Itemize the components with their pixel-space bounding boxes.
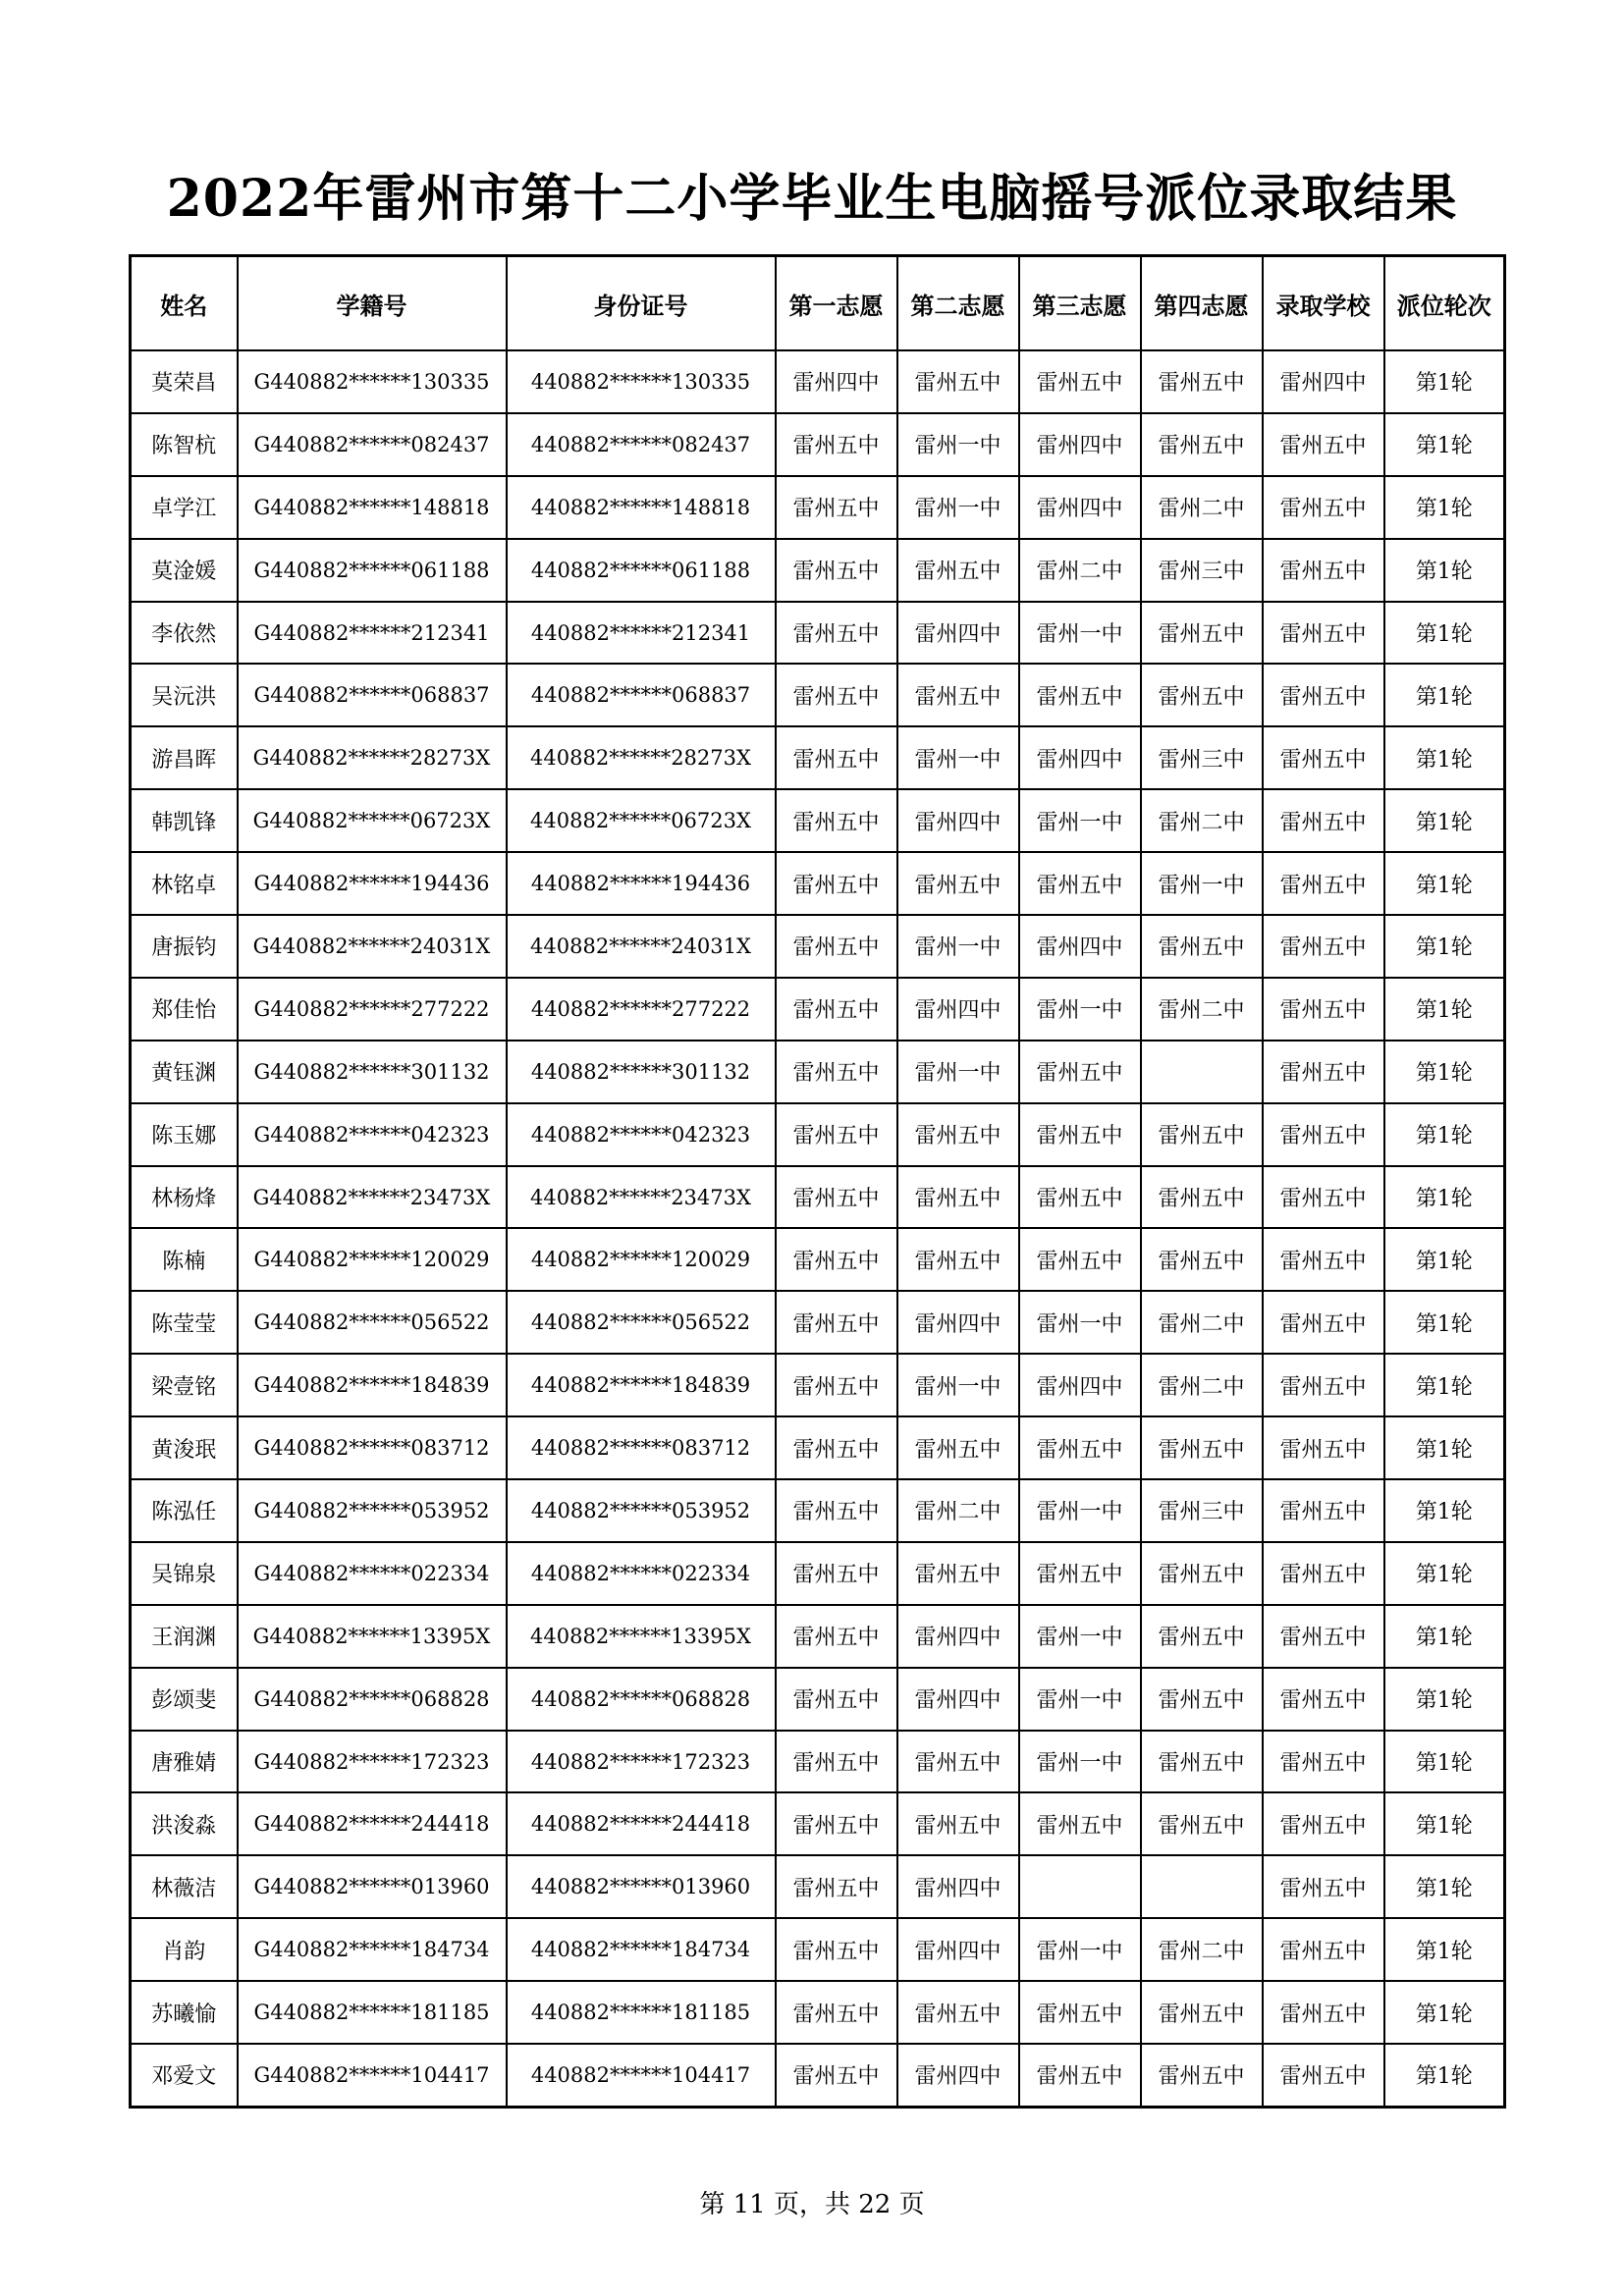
cell-choice-2: 雷州五中 [897,1166,1019,1229]
cell-choice-4 [1141,1855,1263,1918]
cell-round: 第1轮 [1384,1103,1505,1166]
cell-name: 游昌晖 [131,726,238,789]
cell-choice-3: 雷州一中 [1019,1731,1141,1793]
cell-name: 卓学江 [131,476,238,539]
cell-round: 第1轮 [1384,1479,1505,1542]
cell-choice-2: 雷州四中 [897,1918,1019,1981]
cell-round: 第1轮 [1384,1041,1505,1103]
cell-student-id: G440882******28273X [238,726,507,789]
cell-name: 韩凯锋 [131,789,238,852]
cell-choice-4: 雷州三中 [1141,1479,1263,1542]
cell-choice-3: 雷州二中 [1019,539,1141,602]
cell-choice-2: 雷州四中 [897,978,1019,1041]
cell-admitted-school: 雷州五中 [1263,1731,1384,1793]
cell-name: 郑佳怡 [131,978,238,1041]
cell-choice-1: 雷州五中 [776,1918,897,1981]
cell-student-id: G440882******06723X [238,789,507,852]
cell-choice-3: 雷州一中 [1019,602,1141,665]
cell-choice-3: 雷州五中 [1019,350,1141,413]
cell-choice-2: 雷州一中 [897,476,1019,539]
cell-round: 第1轮 [1384,664,1505,726]
cell-name: 陈莹莹 [131,1291,238,1354]
cell-choice-1: 雷州五中 [776,1542,897,1605]
cell-id-card: 440882******172323 [507,1731,776,1793]
cell-choice-2: 雷州五中 [897,1542,1019,1605]
table-row [131,1103,1505,1166]
header-choice-2: 第二志愿 [897,256,1019,351]
cell-student-id: G440882******104417 [238,2044,507,2107]
cell-round: 第1轮 [1384,1855,1505,1918]
cell-choice-4: 雷州五中 [1141,602,1263,665]
cell-round: 第1轮 [1384,726,1505,789]
cell-name: 彭颂斐 [131,1668,238,1731]
cell-round: 第1轮 [1384,1354,1505,1416]
cell-name: 林杨烽 [131,1166,238,1229]
cell-id-card: 440882******022334 [507,1542,776,1605]
cell-student-id: G440882******184734 [238,1918,507,1981]
cell-student-id: G440882******056522 [238,1291,507,1354]
cell-choice-4: 雷州五中 [1141,1605,1263,1668]
cell-choice-1: 雷州五中 [776,1103,897,1166]
cell-name: 苏曦愉 [131,1981,238,2044]
header-choice-4: 第四志愿 [1141,256,1263,351]
cell-choice-1: 雷州五中 [776,1731,897,1793]
cell-admitted-school: 雷州五中 [1263,1918,1384,1981]
cell-choice-3: 雷州五中 [1019,1792,1141,1855]
cell-choice-3: 雷州一中 [1019,789,1141,852]
cell-choice-3: 雷州一中 [1019,1479,1141,1542]
cell-id-card: 440882******104417 [507,2044,776,2107]
cell-choice-2: 雷州五中 [897,539,1019,602]
cell-student-id: G440882******277222 [238,978,507,1041]
cell-choice-2: 雷州一中 [897,1041,1019,1103]
cell-round: 第1轮 [1384,350,1505,413]
cell-choice-1: 雷州五中 [776,1416,897,1479]
table-row [131,978,1505,1041]
cell-id-card: 440882******148818 [507,476,776,539]
header-choice-1: 第一志愿 [776,256,897,351]
cell-student-id: G440882******068837 [238,664,507,726]
cell-admitted-school: 雷州五中 [1263,915,1384,978]
cell-student-id: G440882******120029 [238,1228,507,1291]
cell-choice-1: 雷州五中 [776,1166,897,1229]
cell-choice-3: 雷州一中 [1019,1918,1141,1981]
cell-student-id: G440882******244418 [238,1792,507,1855]
cell-choice-3: 雷州四中 [1019,476,1141,539]
cell-admitted-school: 雷州五中 [1263,1354,1384,1416]
cell-id-card: 440882******194436 [507,852,776,915]
table-row [131,1855,1505,1918]
cell-round: 第1轮 [1384,1731,1505,1793]
cell-id-card: 440882******120029 [507,1228,776,1291]
cell-round: 第1轮 [1384,1228,1505,1291]
cell-choice-2: 雷州五中 [897,852,1019,915]
cell-choice-2: 雷州五中 [897,1792,1019,1855]
cell-choice-2: 雷州二中 [897,1479,1019,1542]
cell-choice-4: 雷州五中 [1141,1103,1263,1166]
cell-choice-1: 雷州五中 [776,1605,897,1668]
cell-choice-1: 雷州五中 [776,476,897,539]
cell-admitted-school: 雷州五中 [1263,1416,1384,1479]
table-row [131,1668,1505,1731]
cell-round: 第1轮 [1384,602,1505,665]
cell-choice-2: 雷州一中 [897,726,1019,789]
cell-choice-2: 雷州五中 [897,1731,1019,1793]
table-row [131,789,1505,852]
cell-id-card: 440882******068828 [507,1668,776,1731]
cell-choice-3: 雷州五中 [1019,1416,1141,1479]
cell-choice-3: 雷州五中 [1019,1041,1141,1103]
cell-admitted-school: 雷州五中 [1263,1855,1384,1918]
cell-choice-2: 雷州四中 [897,2044,1019,2107]
cell-student-id: G440882******13395X [238,1605,507,1668]
table-row [131,852,1505,915]
cell-round: 第1轮 [1384,1918,1505,1981]
header-round: 派位轮次 [1384,256,1505,351]
table-row [131,1542,1505,1605]
cell-choice-2: 雷州一中 [897,915,1019,978]
cell-student-id: G440882******022334 [238,1542,507,1605]
cell-choice-1: 雷州五中 [776,2044,897,2107]
cell-name: 莫荣昌 [131,350,238,413]
cell-choice-3: 雷州五中 [1019,1542,1141,1605]
cell-admitted-school: 雷州五中 [1263,726,1384,789]
cell-choice-4: 雷州五中 [1141,664,1263,726]
cell-student-id: G440882******212341 [238,602,507,665]
cell-choice-2: 雷州五中 [897,664,1019,726]
table-row [131,1354,1505,1416]
cell-name: 陈智杭 [131,413,238,476]
cell-student-id: G440882******130335 [238,350,507,413]
cell-admitted-school: 雷州五中 [1263,1479,1384,1542]
table-row [131,539,1505,602]
cell-choice-2: 雷州五中 [897,350,1019,413]
cell-choice-4: 雷州五中 [1141,1166,1263,1229]
cell-choice-4: 雷州五中 [1141,1981,1263,2044]
cell-choice-1: 雷州五中 [776,789,897,852]
cell-choice-2: 雷州一中 [897,413,1019,476]
cell-choice-4: 雷州二中 [1141,789,1263,852]
cell-choice-2: 雷州五中 [897,1981,1019,2044]
cell-id-card: 440882******301132 [507,1041,776,1103]
table-row [131,350,1505,413]
cell-admitted-school: 雷州五中 [1263,476,1384,539]
table-row [131,476,1505,539]
table-row [131,1918,1505,1981]
table-header-row [131,256,1505,351]
table-row [131,1479,1505,1542]
cell-choice-4: 雷州五中 [1141,1542,1263,1605]
cell-choice-2: 雷州四中 [897,1668,1019,1731]
cell-choice-4: 雷州五中 [1141,1416,1263,1479]
cell-choice-1: 雷州五中 [776,1479,897,1542]
cell-choice-4: 雷州五中 [1141,915,1263,978]
table-row [131,1605,1505,1668]
cell-choice-3: 雷州五中 [1019,852,1141,915]
table-row [131,2044,1505,2107]
table-row [131,413,1505,476]
cell-name: 林薇洁 [131,1855,238,1918]
table-row [131,664,1505,726]
cell-admitted-school: 雷州五中 [1263,978,1384,1041]
cell-choice-4: 雷州一中 [1141,852,1263,915]
cell-name: 吴锦泉 [131,1542,238,1605]
cell-id-card: 440882******06723X [507,789,776,852]
table-row [131,1041,1505,1103]
cell-choice-1: 雷州五中 [776,1291,897,1354]
cell-id-card: 440882******068837 [507,664,776,726]
cell-choice-4: 雷州五中 [1141,1668,1263,1731]
cell-student-id: G440882******24031X [238,915,507,978]
cell-choice-2: 雷州五中 [897,1228,1019,1291]
cell-choice-4: 雷州五中 [1141,1731,1263,1793]
cell-id-card: 440882******28273X [507,726,776,789]
cell-round: 第1轮 [1384,789,1505,852]
cell-name: 唐振钧 [131,915,238,978]
results-table [129,254,1506,2109]
cell-admitted-school: 雷州五中 [1263,1291,1384,1354]
cell-name: 邓爱文 [131,2044,238,2107]
cell-admitted-school: 雷州五中 [1263,789,1384,852]
cell-choice-3: 雷州五中 [1019,1981,1141,2044]
cell-round: 第1轮 [1384,1291,1505,1354]
cell-admitted-school: 雷州五中 [1263,539,1384,602]
cell-choice-4: 雷州二中 [1141,978,1263,1041]
cell-choice-3: 雷州四中 [1019,413,1141,476]
cell-round: 第1轮 [1384,915,1505,978]
cell-id-card: 440882******212341 [507,602,776,665]
cell-round: 第1轮 [1384,978,1505,1041]
cell-name: 唐雅婧 [131,1731,238,1793]
cell-choice-4: 雷州二中 [1141,1918,1263,1981]
cell-name: 洪浚淼 [131,1792,238,1855]
cell-round: 第1轮 [1384,476,1505,539]
cell-name: 陈玉娜 [131,1103,238,1166]
cell-name: 陈泓任 [131,1479,238,1542]
cell-admitted-school: 雷州五中 [1263,1792,1384,1855]
cell-choice-4: 雷州五中 [1141,1228,1263,1291]
cell-id-card: 440882******053952 [507,1479,776,1542]
cell-id-card: 440882******184734 [507,1918,776,1981]
cell-name: 李依然 [131,602,238,665]
cell-id-card: 440882******056522 [507,1291,776,1354]
cell-choice-1: 雷州五中 [776,978,897,1041]
cell-round: 第1轮 [1384,539,1505,602]
cell-choice-1: 雷州五中 [776,1668,897,1731]
cell-choice-3: 雷州五中 [1019,1166,1141,1229]
cell-choice-4: 雷州二中 [1141,1354,1263,1416]
cell-round: 第1轮 [1384,1166,1505,1229]
cell-choice-3: 雷州五中 [1019,1228,1141,1291]
cell-id-card: 440882******083712 [507,1416,776,1479]
table-body [131,350,1505,2107]
cell-admitted-school: 雷州五中 [1263,1041,1384,1103]
cell-choice-1: 雷州五中 [776,726,897,789]
cell-choice-1: 雷州五中 [776,413,897,476]
cell-admitted-school: 雷州五中 [1263,852,1384,915]
cell-id-card: 440882******013960 [507,1855,776,1918]
cell-round: 第1轮 [1384,852,1505,915]
cell-choice-2: 雷州五中 [897,1416,1019,1479]
cell-student-id: G440882******194436 [238,852,507,915]
table-row [131,1291,1505,1354]
header-choice-3: 第三志愿 [1019,256,1141,351]
cell-admitted-school: 雷州四中 [1263,350,1384,413]
page-title: 2022年雷州市第十二小学毕业生电脑摇号派位录取结果 [166,169,1458,229]
cell-id-card: 440882******181185 [507,1981,776,2044]
cell-choice-3: 雷州四中 [1019,915,1141,978]
cell-choice-2: 雷州四中 [897,1605,1019,1668]
cell-name: 林铭卓 [131,852,238,915]
cell-choice-4 [1141,1041,1263,1103]
cell-student-id: G440882******013960 [238,1855,507,1918]
cell-student-id: G440882******061188 [238,539,507,602]
cell-round: 第1轮 [1384,2044,1505,2107]
cell-admitted-school: 雷州五中 [1263,1542,1384,1605]
cell-student-id: G440882******148818 [238,476,507,539]
header-admitted-school: 录取学校 [1263,256,1384,351]
cell-student-id: G440882******042323 [238,1103,507,1166]
cell-name: 陈楠 [131,1228,238,1291]
cell-admitted-school: 雷州五中 [1263,1981,1384,2044]
cell-admitted-school: 雷州五中 [1263,413,1384,476]
cell-name: 吴沅洪 [131,664,238,726]
cell-id-card: 440882******082437 [507,413,776,476]
cell-id-card: 440882******042323 [507,1103,776,1166]
cell-choice-2: 雷州四中 [897,789,1019,852]
cell-round: 第1轮 [1384,1981,1505,2044]
cell-name: 梁壹铭 [131,1354,238,1416]
cell-admitted-school: 雷州五中 [1263,1166,1384,1229]
cell-choice-1: 雷州五中 [776,1792,897,1855]
table-row [131,1981,1505,2044]
cell-student-id: G440882******082437 [238,413,507,476]
table-row [131,1228,1505,1291]
cell-choice-4: 雷州五中 [1141,1792,1263,1855]
cell-student-id: G440882******172323 [238,1731,507,1793]
cell-choice-1: 雷州五中 [776,1981,897,2044]
cell-student-id: G440882******181185 [238,1981,507,2044]
cell-round: 第1轮 [1384,1416,1505,1479]
cell-choice-1: 雷州五中 [776,602,897,665]
cell-choice-3: 雷州四中 [1019,726,1141,789]
cell-id-card: 440882******130335 [507,350,776,413]
cell-student-id: G440882******053952 [238,1479,507,1542]
cell-choice-4: 雷州五中 [1141,350,1263,413]
cell-choice-1: 雷州五中 [776,1855,897,1918]
cell-admitted-school: 雷州五中 [1263,602,1384,665]
cell-student-id: G440882******083712 [238,1416,507,1479]
table-row [131,1416,1505,1479]
cell-student-id: G440882******068828 [238,1668,507,1731]
cell-choice-1: 雷州五中 [776,539,897,602]
header-id-card: 身份证号 [507,256,776,351]
table-row [131,915,1505,978]
cell-choice-2: 雷州一中 [897,1354,1019,1416]
cell-choice-3: 雷州五中 [1019,2044,1141,2107]
cell-id-card: 440882******184839 [507,1354,776,1416]
cell-choice-2: 雷州五中 [897,1103,1019,1166]
cell-id-card: 440882******277222 [507,978,776,1041]
cell-round: 第1轮 [1384,1668,1505,1731]
cell-choice-4: 雷州五中 [1141,2044,1263,2107]
page-footer: 第 11 页，共 22 页 [699,2190,925,2219]
table-row [131,1731,1505,1793]
cell-choice-4: 雷州二中 [1141,476,1263,539]
cell-name: 肖韵 [131,1918,238,1981]
cell-name: 莫淦媛 [131,539,238,602]
cell-admitted-school: 雷州五中 [1263,1103,1384,1166]
cell-round: 第1轮 [1384,1792,1505,1855]
cell-admitted-school: 雷州五中 [1263,1668,1384,1731]
header-student-id: 学籍号 [238,256,507,351]
cell-choice-2: 雷州四中 [897,1291,1019,1354]
cell-round: 第1轮 [1384,1605,1505,1668]
cell-choice-1: 雷州五中 [776,915,897,978]
cell-choice-3: 雷州一中 [1019,1605,1141,1668]
cell-choice-1: 雷州五中 [776,1354,897,1416]
cell-round: 第1轮 [1384,1542,1505,1605]
cell-choice-4: 雷州二中 [1141,1291,1263,1354]
cell-id-card: 440882******13395X [507,1605,776,1668]
cell-id-card: 440882******061188 [507,539,776,602]
table-row [131,1792,1505,1855]
cell-choice-3: 雷州五中 [1019,664,1141,726]
cell-choice-4: 雷州三中 [1141,539,1263,602]
cell-choice-2: 雷州四中 [897,602,1019,665]
cell-choice-3: 雷州五中 [1019,1103,1141,1166]
table-row [131,1166,1505,1229]
table-row [131,602,1505,665]
cell-choice-1: 雷州五中 [776,664,897,726]
cell-choice-3: 雷州四中 [1019,1354,1141,1416]
cell-choice-3: 雷州一中 [1019,978,1141,1041]
cell-choice-2: 雷州四中 [897,1855,1019,1918]
cell-round: 第1轮 [1384,413,1505,476]
cell-id-card: 440882******24031X [507,915,776,978]
cell-student-id: G440882******301132 [238,1041,507,1103]
header-name: 姓名 [131,256,238,351]
cell-choice-3 [1019,1855,1141,1918]
table-row [131,726,1505,789]
cell-choice-3: 雷州一中 [1019,1291,1141,1354]
cell-choice-1: 雷州五中 [776,1228,897,1291]
cell-name: 王润渊 [131,1605,238,1668]
cell-student-id: G440882******184839 [238,1354,507,1416]
cell-name: 黄浚珉 [131,1416,238,1479]
cell-name: 黄钰渊 [131,1041,238,1103]
cell-choice-4: 雷州三中 [1141,726,1263,789]
cell-student-id: G440882******23473X [238,1166,507,1229]
cell-id-card: 440882******244418 [507,1792,776,1855]
cell-admitted-school: 雷州五中 [1263,1228,1384,1291]
cell-choice-3: 雷州一中 [1019,1668,1141,1731]
cell-choice-1: 雷州四中 [776,350,897,413]
cell-choice-4: 雷州五中 [1141,413,1263,476]
cell-choice-1: 雷州五中 [776,852,897,915]
cell-admitted-school: 雷州五中 [1263,1605,1384,1668]
cell-admitted-school: 雷州五中 [1263,664,1384,726]
cell-choice-1: 雷州五中 [776,1041,897,1103]
cell-id-card: 440882******23473X [507,1166,776,1229]
cell-admitted-school: 雷州五中 [1263,2044,1384,2107]
